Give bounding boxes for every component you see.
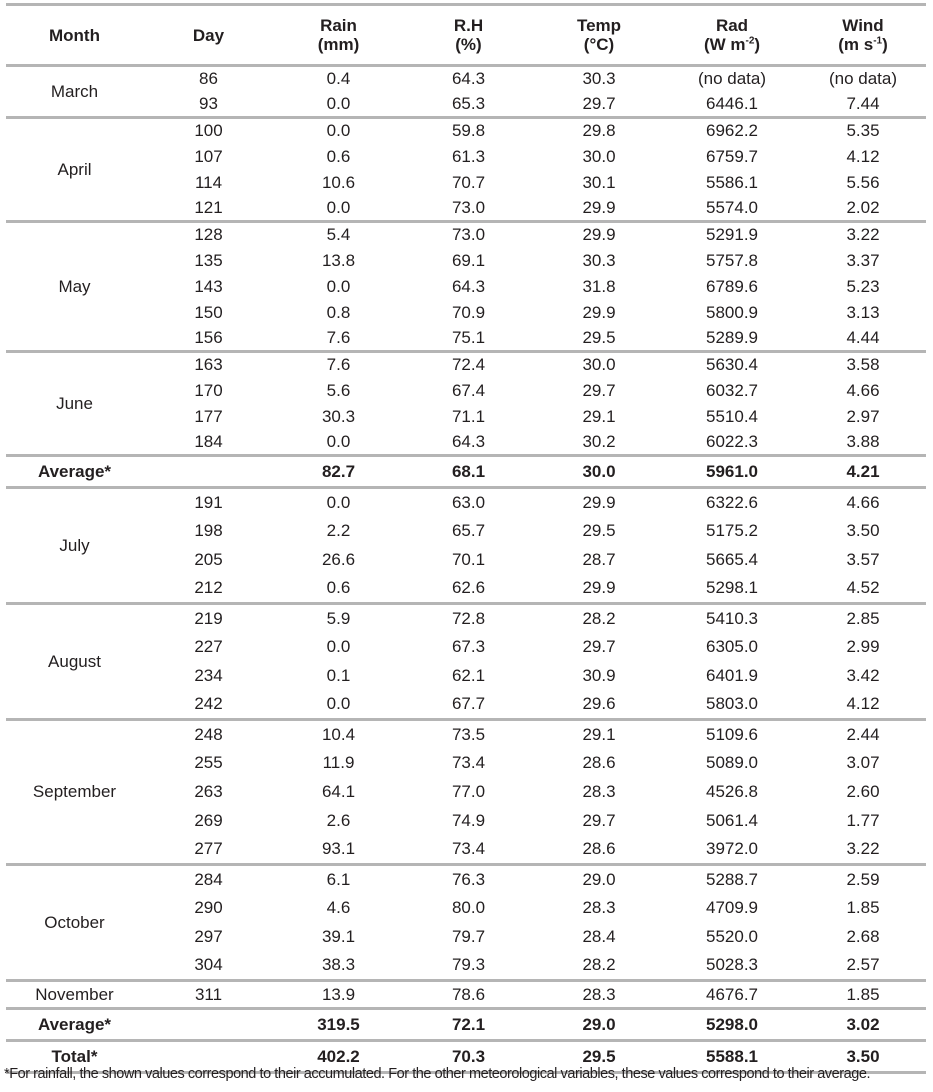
summary-rad: 5588.1 [664,1041,800,1073]
temp-cell: 29.5 [582,521,616,540]
rad-cell: 5288.7 [664,865,800,894]
wind-cell: 1.85 [800,981,926,1009]
rad-cell: 5289.9 [706,327,758,347]
wind-cell: 4.12 [846,146,880,166]
header-temp: Temp (°C) [576,16,622,54]
day-cell: 150 [194,302,223,322]
weather-data-table [6,3,926,1074]
rh-cell: 67.7 [451,694,486,714]
month-cell: August [6,604,143,720]
day-cell: 86 [143,66,274,92]
table-row [6,720,926,749]
table-row [6,575,926,604]
summary-wind: 3.50 [800,1041,926,1073]
rh-cell: 71.1 [451,406,486,426]
table-row [6,981,926,1009]
table-row [6,923,926,952]
table-row [6,894,926,923]
rh-cell: 64.3 [403,66,534,92]
rh-cell: 62.1 [451,666,486,685]
month-cell: May [6,222,143,352]
wind-cell: 2.68 [846,927,880,946]
summary-wind: 4.21 [800,456,926,488]
rain-cell: 7.6 [326,327,351,347]
temp-cell: 29.9 [534,222,664,248]
rh-cell: 76.3 [403,865,534,894]
rh-cell: 77.0 [451,782,486,801]
month-cell: March [6,66,143,118]
rh-cell: 80.0 [451,898,486,917]
temp-cell: 28.2 [582,955,616,975]
table-row [6,836,926,865]
header-rh: R.H (%) [453,16,484,54]
wind-cell: 5.35 [800,118,926,144]
rain-cell: 0.1 [326,666,351,685]
table-row [6,691,926,720]
wind-cell: 4.52 [846,578,880,598]
rain-cell: 0.4 [274,66,403,92]
wind-cell: 3.58 [800,352,926,378]
wind-cell: 1.77 [846,811,880,830]
wind-cell: 3.13 [846,302,880,322]
rh-cell: 78.6 [403,981,534,1009]
table-row [6,952,926,981]
rain-cell: 4.6 [326,898,351,917]
temp-cell: 29.7 [582,93,616,113]
table-body [6,66,926,1073]
table-row [6,807,926,836]
header-rad: Rad (W $m^{-2}$) [703,16,761,54]
rh-cell: 62.6 [451,578,486,598]
rain-cell: 30.3 [321,406,356,426]
wind-cell: 2.99 [846,637,880,656]
temp-cell: 28.3 [534,981,664,1009]
rain-cell: 5.9 [274,604,403,633]
table-row [6,865,926,894]
summary-rh: 70.3 [403,1041,534,1073]
rh-cell: 79.3 [451,955,486,975]
rh-cell: 74.9 [451,811,486,830]
temp-cell: 29.6 [582,694,616,714]
table-row [6,430,926,456]
temp-cell: 29.9 [582,197,616,217]
wind-cell: 3.22 [800,222,926,248]
day-cell: 212 [194,578,223,598]
temp-cell: 30.3 [582,250,616,270]
day-cell: 297 [194,927,223,946]
table-row [6,633,926,662]
summary-rain: 402.2 [274,1041,403,1073]
temp-cell: 29.7 [582,811,616,830]
header-wind: Wind (m $s^{-1}$) [838,16,888,54]
summary-temp: 29.5 [534,1041,664,1073]
rad-cell: 5089.0 [706,753,758,772]
month-cell: September [6,720,143,865]
month-cell: October [6,865,143,981]
rh-cell: 67.3 [451,637,486,656]
rain-cell: 10.6 [321,172,356,192]
day-cell: 304 [194,955,223,975]
month-cell: November [6,981,143,1009]
day-cell: 184 [194,431,223,451]
summary-rh: 68.1 [403,456,534,488]
table-row [6,517,926,546]
rh-cell: 64.3 [451,431,486,451]
day-cell: 205 [194,550,223,569]
rh-cell: 70.7 [451,172,486,192]
table-row [6,778,926,807]
day-cell: 100 [143,118,274,144]
rad-cell: 5665.4 [706,550,758,569]
temp-cell: 29.9 [534,488,664,517]
rad-cell: 5586.1 [706,172,758,192]
rain-cell: 13.8 [321,250,356,270]
temp-cell: 29.9 [582,302,616,322]
rain-cell: 2.6 [326,811,351,830]
temp-cell: 28.3 [582,898,616,917]
day-cell: 156 [194,327,223,347]
rad-cell: 5175.2 [706,521,758,540]
rad-cell: 4526.8 [706,782,758,801]
wind-cell: 2.44 [800,720,926,749]
table-row [6,92,926,118]
rad-cell: 3972.0 [706,839,758,859]
rh-cell: 61.3 [451,146,486,166]
summary-rh: 72.1 [403,1009,534,1041]
rh-cell: 59.8 [403,118,534,144]
average-row [6,1009,926,1041]
rain-cell: 0.0 [326,431,351,451]
table-header [6,5,926,66]
temp-cell: 29.9 [582,578,616,598]
header-month: Month [49,25,100,45]
rad-cell: 5061.4 [706,811,758,830]
rh-cell: 72.4 [403,352,534,378]
rad-cell: 5520.0 [706,927,758,946]
table-row [6,222,926,248]
temp-cell: 29.7 [582,380,616,400]
temp-cell: 29.5 [582,327,616,347]
average-row [6,456,926,488]
table-row [6,604,926,633]
day-cell: 311 [143,981,274,1009]
rain-cell: 0.0 [326,197,351,217]
rad-cell: 6759.7 [706,146,758,166]
day-cell: 177 [194,406,223,426]
summary-day-cell [143,1009,274,1041]
rad-cell: 6401.9 [706,666,758,685]
rain-cell: 13.9 [274,981,403,1009]
summary-day-cell [143,456,274,488]
rain-cell: 38.3 [321,955,356,975]
rain-cell: 64.1 [321,782,356,801]
table-row [6,118,926,144]
month-cell: April [6,118,143,222]
summary-temp: 29.0 [534,1009,664,1041]
temp-cell: 30.0 [582,146,616,166]
rad-cell: 5291.9 [664,222,800,248]
day-cell: 191 [143,488,274,517]
wind-cell: 3.37 [846,250,880,270]
rain-cell: 0.6 [326,578,351,598]
rain-cell: 5.4 [274,222,403,248]
rh-cell: 65.7 [451,521,486,540]
rad-cell: (no data) [664,66,800,92]
temp-cell: 31.8 [582,276,616,296]
temp-cell: 28.2 [534,604,664,633]
header-rain: Rain (mm) [317,16,360,54]
table-row [6,352,926,378]
temp-cell: 30.1 [582,172,616,192]
rh-cell: 65.3 [451,93,486,113]
table-row [6,248,926,274]
summary-rad: 5298.0 [664,1009,800,1041]
rain-cell: 26.6 [321,550,356,569]
wind-cell: 4.66 [800,488,926,517]
wind-cell: 3.50 [846,521,880,540]
table-row [6,144,926,170]
day-cell: 128 [143,222,274,248]
wind-cell: 1.85 [846,898,880,917]
wind-cell: 2.97 [846,406,880,426]
rad-cell: 5574.0 [706,197,758,217]
day-cell: 284 [143,865,274,894]
temp-cell: 28.6 [582,753,616,772]
temp-cell: 29.8 [534,118,664,144]
rh-cell: 64.3 [451,276,486,296]
day-cell: 198 [194,521,223,540]
rad-cell: 5757.8 [706,250,758,270]
summary-label: Average* [6,1009,143,1041]
rain-cell: 0.0 [326,276,351,296]
day-cell: 277 [194,839,223,859]
rad-cell: 6305.0 [706,637,758,656]
temp-cell: 30.9 [582,666,616,685]
rain-cell: 0.0 [274,118,403,144]
wind-cell: 4.12 [846,694,880,714]
rh-cell: 73.5 [403,720,534,749]
rain-cell: 0.0 [274,488,403,517]
day-cell: 163 [143,352,274,378]
day-cell: 269 [194,811,223,830]
rh-cell: 63.0 [403,488,534,517]
day-cell: 107 [194,146,223,166]
temp-cell: 28.6 [582,839,616,859]
table-row [6,378,926,404]
rad-cell: 5028.3 [706,955,758,975]
rad-cell: 5800.9 [706,302,758,322]
wind-cell: 3.07 [846,753,880,772]
wind-cell: 4.44 [846,327,880,347]
wind-cell: 7.44 [846,93,880,113]
wind-cell: 2.02 [846,197,880,217]
table-row [6,300,926,326]
rad-cell: 6789.6 [706,276,758,296]
table-row [6,404,926,430]
temp-cell: 29.1 [534,720,664,749]
day-cell: 234 [194,666,223,685]
rad-cell: 6022.3 [706,431,758,451]
rain-cell: 93.1 [321,839,356,859]
wind-cell: 2.60 [846,782,880,801]
wind-cell: 2.59 [800,865,926,894]
summary-label: Total* [6,1041,143,1073]
rh-cell: 73.0 [403,222,534,248]
rh-cell: 75.1 [451,327,486,347]
summary-rad: 5961.0 [664,456,800,488]
summary-temp: 30.0 [534,456,664,488]
rain-cell: 0.8 [326,302,351,322]
rain-cell: 7.6 [274,352,403,378]
summary-rain: 319.5 [274,1009,403,1041]
day-cell: 219 [143,604,274,633]
rain-cell: 0.0 [326,637,351,656]
wind-cell: 5.56 [846,172,880,192]
rad-cell: 5109.6 [664,720,800,749]
rain-cell: 0.0 [326,694,351,714]
rh-cell: 69.1 [451,250,486,270]
header-day: Day [192,25,225,45]
wind-cell: 3.22 [846,839,880,859]
rh-cell: 73.4 [451,839,486,859]
temp-cell: 29.0 [534,865,664,894]
table-row [6,488,926,517]
day-cell: 121 [194,197,223,217]
day-cell: 248 [143,720,274,749]
day-cell: 170 [194,380,223,400]
rad-cell: 5630.4 [664,352,800,378]
table-row [6,326,926,352]
day-cell: 263 [194,782,223,801]
rad-cell: 6032.7 [706,380,758,400]
wind-cell: (no data) [800,66,926,92]
rh-cell: 79.7 [451,927,486,946]
rh-cell: 72.8 [403,604,534,633]
day-cell: 242 [194,694,223,714]
rad-cell: 5803.0 [706,694,758,714]
rad-cell: 6446.1 [706,93,758,113]
wind-cell: 2.85 [800,604,926,633]
day-cell: 135 [194,250,223,270]
temp-cell: 29.1 [582,406,616,426]
month-cell: July [6,488,143,604]
rh-cell: 67.4 [451,380,486,400]
temp-cell: 28.7 [582,550,616,569]
table-row [6,749,926,778]
rain-cell: 5.6 [326,380,351,400]
rad-cell: 6322.6 [664,488,800,517]
rh-cell: 70.9 [451,302,486,322]
day-cell: 227 [194,637,223,656]
summary-wind: 3.02 [800,1009,926,1041]
temp-cell: 30.2 [582,431,616,451]
wind-cell: 2.57 [846,955,880,975]
day-cell: 290 [194,898,223,917]
rad-cell: 5298.1 [706,578,758,598]
wind-cell: 3.88 [846,431,880,451]
temp-cell: 28.4 [582,927,616,946]
temp-cell: 29.7 [582,637,616,656]
table-footnote: *For rainfall, the shown values correspond to their accumulated. For the other meteorological variables, these values correspond to their average. [4,1066,871,1082]
rain-cell: 2.2 [326,521,351,540]
table-row [6,170,926,196]
rad-cell: 5510.4 [706,406,758,426]
rain-cell: 6.1 [274,865,403,894]
month-cell: June [6,352,143,456]
rh-cell: 73.4 [451,753,486,772]
rad-cell: 4709.9 [706,898,758,917]
table-row [6,66,926,92]
table-row [6,196,926,222]
wind-cell: 5.23 [846,276,880,296]
summary-rain: 82.7 [274,456,403,488]
table-row [6,546,926,575]
summary-label: Average* [6,456,143,488]
rain-cell: 0.0 [326,93,351,113]
table-row [6,274,926,300]
rain-cell: 11.9 [322,753,355,772]
day-cell: 143 [194,276,223,296]
rad-cell: 6962.2 [664,118,800,144]
temp-cell: 28.3 [582,782,616,801]
day-cell: 93 [199,93,218,113]
rh-cell: 73.0 [451,197,486,217]
day-cell: 114 [194,172,223,192]
wind-cell: 4.66 [846,380,880,400]
table-row [6,662,926,691]
rad-cell: 5410.3 [664,604,800,633]
wind-cell: 3.57 [846,550,880,569]
wind-cell: 3.42 [846,666,880,685]
temp-cell: 30.3 [534,66,664,92]
rain-cell: 39.1 [321,927,356,946]
temp-cell: 30.0 [534,352,664,378]
rain-cell: 0.6 [326,146,351,166]
day-cell: 255 [194,753,223,772]
rad-cell: 4676.7 [664,981,800,1009]
rh-cell: 70.1 [451,550,486,569]
rain-cell: 10.4 [274,720,403,749]
